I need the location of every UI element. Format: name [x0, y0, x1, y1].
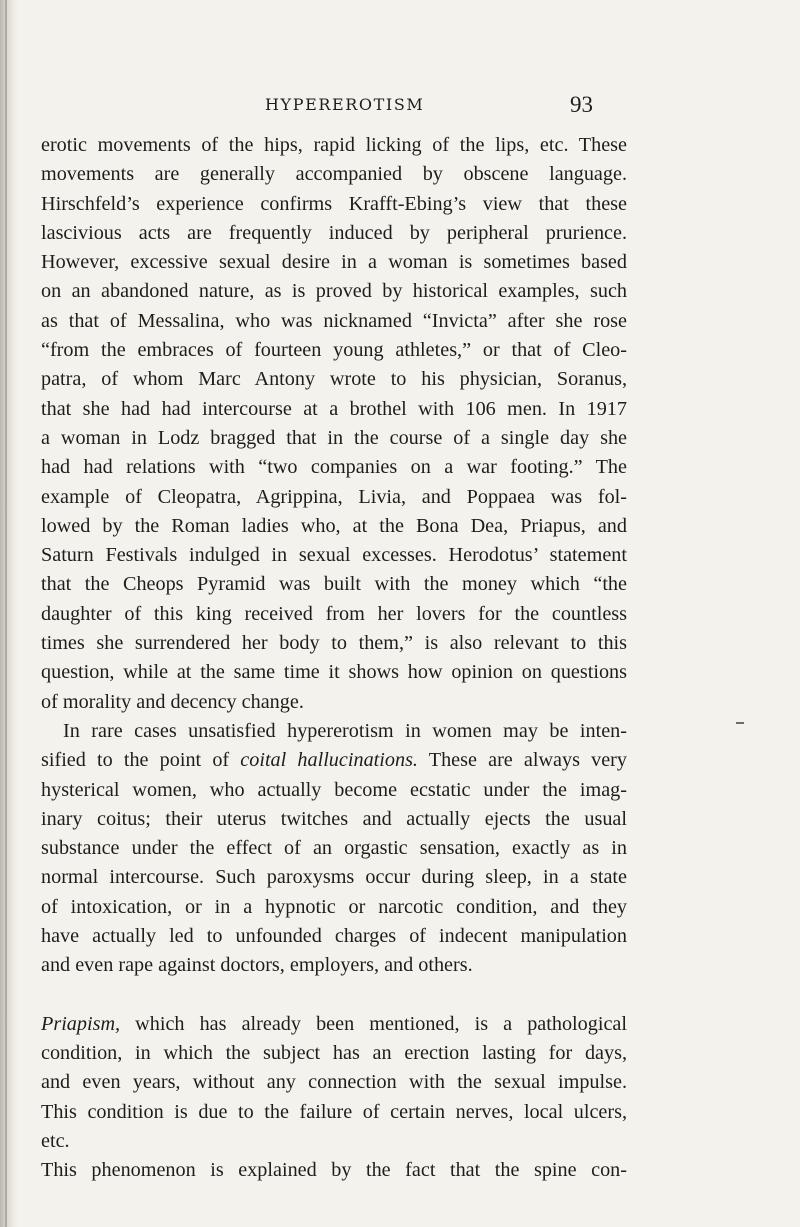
- text-line: example of Cleopatra, Agrippina, Livia, and Poppaea was fol-: [41, 485, 627, 508]
- text-line: that the Cheops Pyramid was built with the money which “the: [41, 573, 627, 596]
- running-title: HYPEREROTISM: [265, 95, 425, 114]
- margin-mark: [736, 722, 744, 724]
- text-line: This condition is due to the failure of certain nerves, local ulcers,: [41, 1100, 627, 1123]
- text-line: Saturn Festivals indulged in sexual excesses. Herodotus’ statement: [41, 544, 627, 567]
- text-line: This phenomenon is explained by the fact that the spine con-: [41, 1159, 627, 1182]
- text-line: lascivious acts are frequently induced by peripheral prurience.: [41, 221, 627, 244]
- text-line: patra, of whom Marc Antony wrote to his physician, Soranus,: [41, 368, 627, 391]
- text-line: that she had had intercourse at a brothel with 106 men. In 1917: [41, 397, 627, 420]
- paragraph-2: [41, 717, 627, 981]
- text-run: These are always very: [417, 749, 627, 772]
- text-line: a woman in Lodz bragged that in the course of a single day she: [41, 426, 627, 449]
- paragraph-1: [41, 131, 627, 717]
- text-line: and even rape against doctors, employers, and others.: [41, 954, 473, 977]
- text-line: times she surrendered her body to them,” is also relevant to this: [41, 632, 627, 655]
- section-gap: [41, 981, 627, 1010]
- running-head: [0, 92, 800, 135]
- text-line: erotic movements of the hips, rapid licking of the lips, etc. These: [41, 134, 627, 156]
- text-run: sified to the point of: [41, 749, 241, 772]
- text-line: Hirschfeld’s experience confirms Krafft-Ebing’s view that these: [41, 192, 627, 215]
- emphasis-priapism: Priapism,: [41, 1012, 121, 1035]
- text-line: condition, in which the subject has an erection lasting for days,: [41, 1041, 627, 1064]
- text-run: which has already been mentioned, is a pathological: [120, 1012, 627, 1035]
- text-line: In rare cases unsatisfied hypererotism in women may be inten-: [63, 719, 627, 742]
- text-line-with-emphasis: [41, 1010, 627, 1039]
- emphasis-coital-hallucinations: coital hallucinations.: [240, 749, 418, 772]
- text-line: However, excessive sexual desire in a woman is sometimes based: [41, 251, 627, 274]
- page-body: [41, 131, 627, 1185]
- binding-line: [5, 0, 7, 1227]
- text-line: had had relations with “two companies on a war footing.” The: [41, 456, 627, 479]
- page-number: 93: [570, 92, 593, 117]
- text-line: daughter of this king received from her lovers for the countless: [41, 602, 627, 625]
- text-line: and even years, without any connection with the sexual impulse.: [41, 1071, 627, 1094]
- text-line: hysterical women, who actually become ecstatic under the imag-: [41, 778, 627, 801]
- paragraph-3: [41, 1010, 627, 1156]
- paragraph-4: [41, 1156, 627, 1185]
- text-line: normal intercourse. Such paroxysms occur during sleep, in a state: [41, 866, 627, 889]
- text-line: lowed by the Roman ladies who, at the Bona Dea, Priapus, and: [41, 514, 627, 537]
- text-line: of morality and decency change.: [41, 690, 304, 713]
- binding-shadow: [0, 0, 18, 1227]
- text-line: etc.: [41, 1129, 70, 1152]
- text-line: of intoxication, or in a hypnotic or narcotic condition, and they: [41, 895, 627, 918]
- text-line: inary coitus; their uterus twitches and actually ejects the usual: [41, 807, 627, 830]
- text-line: on an abandoned nature, as is proved by historical examples, such: [41, 280, 627, 303]
- text-line-with-emphasis: [41, 746, 627, 775]
- text-line: question, while at the same time it shows how opinion on questions: [41, 661, 627, 684]
- text-line: movements are generally accompanied by obscene language.: [41, 163, 627, 186]
- text-line: substance under the effect of an orgastic sensation, exactly as in: [41, 837, 627, 860]
- text-line: as that of Messalina, who was nicknamed “Invicta” after she rose: [41, 309, 627, 332]
- text-line: have actually led to unfounded charges of indecent manipulation: [41, 925, 627, 948]
- text-line: “from the embraces of fourteen young athletes,” or that of Cleo-: [41, 339, 627, 362]
